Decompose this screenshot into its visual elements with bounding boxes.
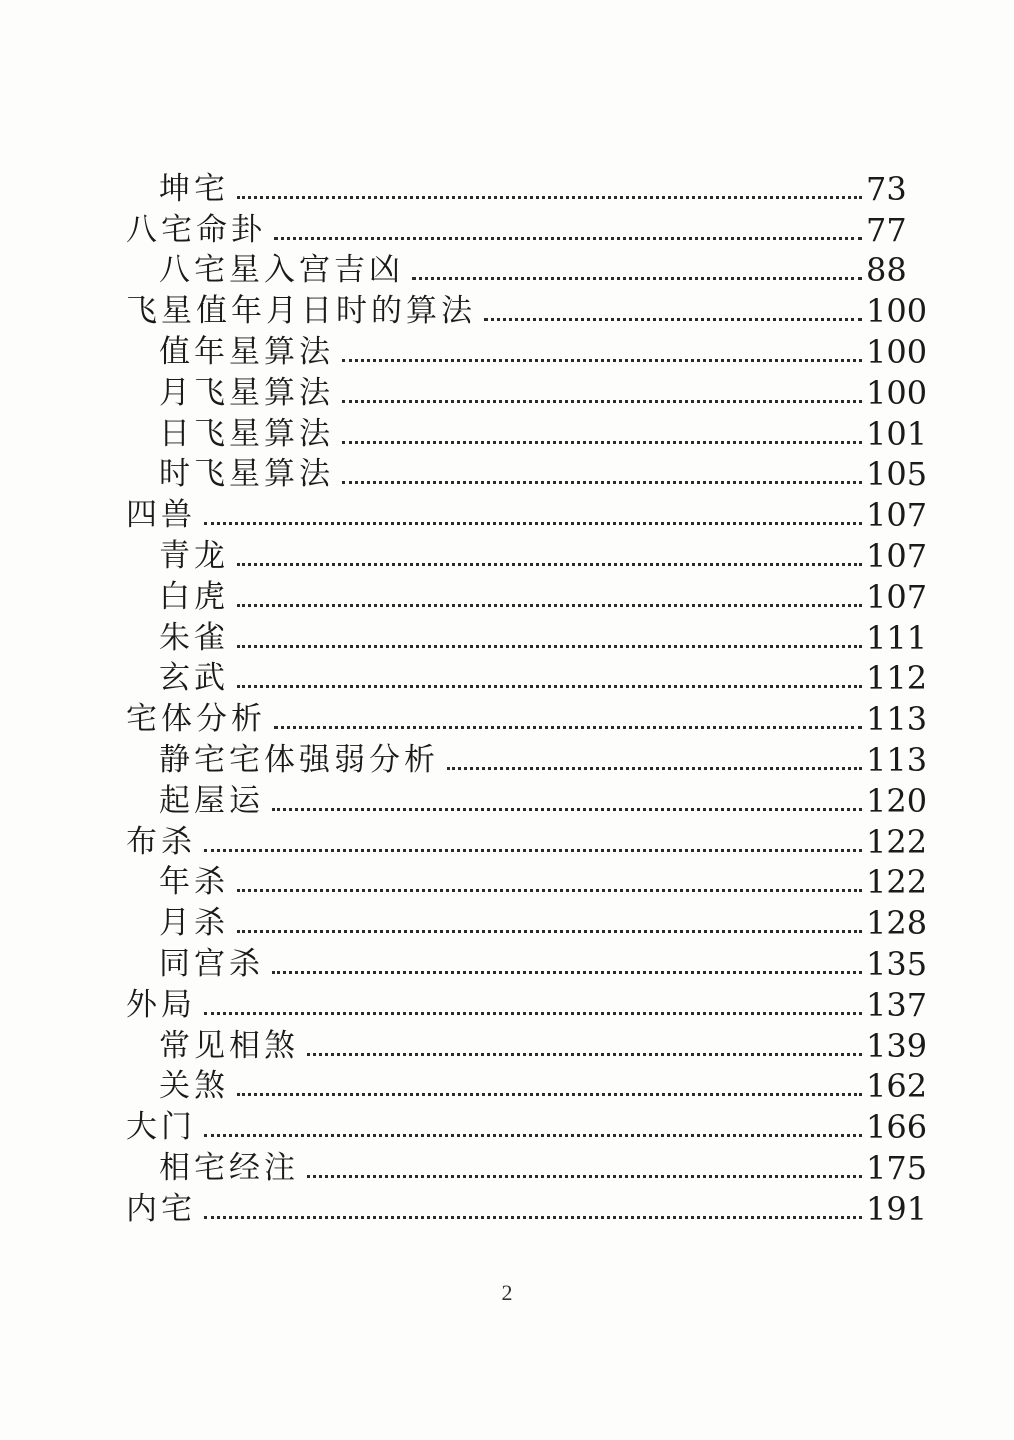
toc-entry-page: 135 bbox=[866, 944, 928, 983]
toc-entry-page: 101 bbox=[866, 414, 928, 453]
toc-entry-title: 八宅命卦 bbox=[126, 211, 266, 248]
toc-entry-page: 139 bbox=[866, 1026, 928, 1065]
toc-entry-title: 布杀 bbox=[126, 823, 196, 860]
toc-entry-page: 162 bbox=[866, 1067, 928, 1106]
toc-entry-page: 73 bbox=[866, 169, 907, 208]
toc-entry bbox=[126, 250, 932, 291]
toc-entry bbox=[126, 617, 932, 658]
dot-leader bbox=[204, 849, 862, 852]
dot-leader bbox=[237, 563, 862, 566]
dot-leader bbox=[484, 318, 862, 321]
toc-entry-page: 122 bbox=[866, 863, 928, 902]
dot-leader bbox=[272, 808, 862, 811]
dot-leader bbox=[204, 1134, 862, 1137]
toc-entry-title: 玄武 bbox=[159, 660, 229, 697]
dot-leader bbox=[342, 359, 862, 362]
toc-entry bbox=[126, 290, 932, 331]
toc-entry-title: 月杀 bbox=[159, 905, 229, 942]
dot-leader bbox=[342, 481, 862, 484]
dot-leader bbox=[237, 685, 862, 688]
toc-entry-title: 同宫杀 bbox=[159, 945, 264, 982]
dot-leader bbox=[237, 604, 862, 607]
toc-entry-title: 月飞星算法 bbox=[159, 374, 334, 411]
toc-entry-title: 相宅经注 bbox=[159, 1149, 299, 1186]
toc-entry-title: 值年星算法 bbox=[159, 333, 334, 370]
toc-entry bbox=[126, 168, 932, 209]
toc-entry-page: 175 bbox=[866, 1148, 928, 1187]
toc-entry bbox=[126, 739, 932, 780]
table-of-contents bbox=[126, 168, 932, 1229]
dot-leader bbox=[237, 889, 862, 892]
toc-entry-page: 100 bbox=[866, 332, 928, 371]
dot-leader bbox=[412, 277, 862, 280]
toc-entry-title: 四兽 bbox=[126, 497, 196, 534]
toc-entry bbox=[126, 1147, 932, 1188]
toc-entry bbox=[126, 862, 932, 903]
dot-leader bbox=[204, 1012, 862, 1015]
dot-leader bbox=[307, 1053, 862, 1056]
toc-entry-page: 105 bbox=[866, 455, 928, 494]
toc-entry-page: 113 bbox=[866, 700, 928, 739]
toc-entry bbox=[126, 1025, 932, 1066]
toc-entry bbox=[126, 902, 932, 943]
toc-entry-page: 111 bbox=[866, 618, 928, 657]
toc-entry bbox=[126, 780, 932, 821]
toc-entry bbox=[126, 1188, 932, 1229]
toc-entry-title: 关煞 bbox=[159, 1068, 229, 1105]
toc-entry-page: 77 bbox=[866, 210, 907, 249]
toc-entry-title: 八宅星入宫吉凶 bbox=[159, 252, 404, 289]
dot-leader bbox=[447, 767, 862, 770]
toc-entry-page: 113 bbox=[866, 740, 928, 779]
toc-entry bbox=[126, 821, 932, 862]
toc-entry-title: 白虎 bbox=[159, 578, 229, 615]
toc-entry bbox=[126, 576, 932, 617]
toc-entry-title: 外局 bbox=[126, 986, 196, 1023]
toc-entry-page: 120 bbox=[866, 781, 928, 820]
toc-entry-title: 静宅宅体强弱分析 bbox=[159, 741, 439, 778]
toc-entry-page: 107 bbox=[866, 577, 928, 616]
toc-entry-title: 年杀 bbox=[159, 864, 229, 901]
dot-leader bbox=[237, 645, 862, 648]
toc-entry-page: 112 bbox=[866, 659, 928, 698]
toc-entry-title: 朱雀 bbox=[159, 619, 229, 656]
toc-entry-page: 128 bbox=[866, 904, 928, 943]
dot-leader bbox=[342, 400, 862, 403]
toc-entry-title: 青龙 bbox=[159, 537, 229, 574]
toc-entry-page: 107 bbox=[866, 496, 928, 535]
toc-entry-page: 107 bbox=[866, 536, 928, 575]
dot-leader bbox=[307, 1175, 862, 1178]
toc-entry bbox=[126, 331, 932, 372]
toc-entry-title: 日飞星算法 bbox=[159, 415, 334, 452]
dot-leader bbox=[274, 726, 862, 729]
toc-entry bbox=[126, 943, 932, 984]
toc-entry bbox=[126, 698, 932, 739]
dot-leader bbox=[237, 196, 862, 199]
toc-entry-page: 100 bbox=[866, 373, 928, 412]
toc-entry-title: 大门 bbox=[126, 1109, 196, 1146]
toc-entry-page: 166 bbox=[866, 1108, 928, 1147]
toc-entry-page: 88 bbox=[866, 251, 907, 290]
toc-entry-page: 100 bbox=[866, 292, 928, 331]
toc-entry bbox=[126, 372, 932, 413]
page-number: 2 bbox=[501, 1280, 513, 1305]
toc-entry bbox=[126, 494, 932, 535]
dot-leader bbox=[274, 237, 862, 240]
toc-entry-page: 137 bbox=[866, 985, 928, 1024]
toc-entry-page: 191 bbox=[866, 1189, 928, 1228]
toc-entry-page: 122 bbox=[866, 822, 928, 861]
toc-entry-title: 时飞星算法 bbox=[159, 456, 334, 493]
dot-leader bbox=[342, 441, 862, 444]
dot-leader bbox=[237, 1093, 862, 1096]
toc-entry bbox=[126, 984, 932, 1025]
toc-entry-title: 坤宅 bbox=[159, 170, 229, 207]
toc-entry bbox=[126, 658, 932, 699]
toc-entry bbox=[126, 1106, 932, 1147]
toc-entry bbox=[126, 413, 932, 454]
dot-leader bbox=[237, 930, 862, 933]
dot-leader bbox=[204, 1216, 862, 1219]
dot-leader bbox=[272, 971, 862, 974]
dot-leader bbox=[204, 522, 862, 525]
toc-entry-title: 起屋运 bbox=[159, 782, 264, 819]
toc-entry-title: 飞星值年月日时的算法 bbox=[126, 293, 476, 330]
toc-entry bbox=[126, 454, 932, 495]
toc-entry bbox=[126, 209, 932, 250]
toc-entry bbox=[126, 535, 932, 576]
toc-entry-title: 常见相煞 bbox=[159, 1027, 299, 1064]
toc-entry-title: 宅体分析 bbox=[126, 701, 266, 738]
toc-entry-title: 内宅 bbox=[126, 1190, 196, 1227]
toc-entry bbox=[126, 1066, 932, 1107]
